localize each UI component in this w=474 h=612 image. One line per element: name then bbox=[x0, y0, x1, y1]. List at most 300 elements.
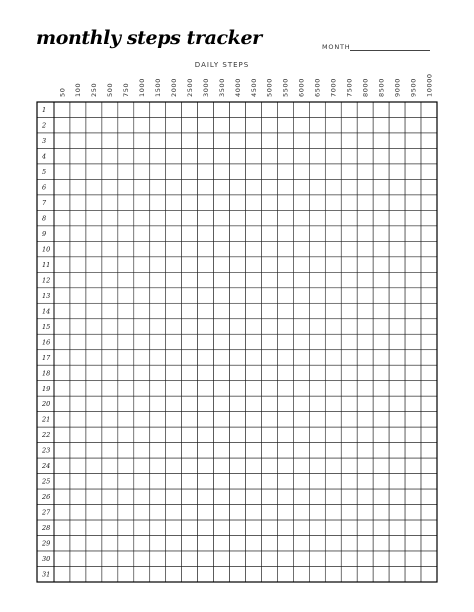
grid-cell[interactable] bbox=[102, 458, 118, 473]
grid-cell[interactable] bbox=[118, 505, 134, 520]
grid-cell[interactable] bbox=[102, 334, 118, 349]
grid-cell[interactable] bbox=[341, 148, 357, 163]
grid-cell[interactable] bbox=[421, 443, 437, 458]
grid-cell[interactable] bbox=[150, 536, 166, 551]
grid-cell[interactable] bbox=[389, 226, 405, 241]
grid-cell[interactable] bbox=[373, 334, 389, 349]
grid-cell[interactable] bbox=[389, 195, 405, 210]
grid-cell[interactable] bbox=[261, 505, 277, 520]
grid-cell[interactable] bbox=[70, 381, 86, 396]
grid-cell[interactable] bbox=[166, 489, 182, 504]
grid-cell[interactable] bbox=[405, 288, 421, 303]
grid-cell[interactable] bbox=[421, 102, 437, 117]
grid-cell[interactable] bbox=[150, 179, 166, 194]
grid-cell[interactable] bbox=[118, 210, 134, 225]
grid-cell[interactable] bbox=[118, 474, 134, 489]
grid-cell[interactable] bbox=[293, 288, 309, 303]
grid-cell[interactable] bbox=[325, 319, 341, 334]
grid-cell[interactable] bbox=[325, 505, 341, 520]
grid-cell[interactable] bbox=[389, 412, 405, 427]
grid-cell[interactable] bbox=[357, 505, 373, 520]
grid-cell[interactable] bbox=[341, 117, 357, 132]
grid-cell[interactable] bbox=[150, 102, 166, 117]
grid-cell[interactable] bbox=[373, 288, 389, 303]
grid-cell[interactable] bbox=[134, 334, 150, 349]
grid-cell[interactable] bbox=[309, 536, 325, 551]
grid-cell[interactable] bbox=[357, 427, 373, 442]
grid-cell[interactable] bbox=[357, 226, 373, 241]
grid-cell[interactable] bbox=[54, 551, 70, 566]
grid-cell[interactable] bbox=[182, 520, 198, 535]
grid-cell[interactable] bbox=[166, 350, 182, 365]
grid-cell[interactable] bbox=[261, 412, 277, 427]
grid-cell[interactable] bbox=[214, 489, 230, 504]
grid-cell[interactable] bbox=[389, 427, 405, 442]
grid-cell[interactable] bbox=[309, 195, 325, 210]
grid-cell[interactable] bbox=[309, 133, 325, 148]
grid-cell[interactable] bbox=[166, 319, 182, 334]
grid-cell[interactable] bbox=[405, 226, 421, 241]
grid-cell[interactable] bbox=[134, 117, 150, 132]
grid-cell[interactable] bbox=[86, 536, 102, 551]
grid-cell[interactable] bbox=[309, 350, 325, 365]
grid-cell[interactable] bbox=[309, 164, 325, 179]
grid-cell[interactable] bbox=[54, 102, 70, 117]
grid-cell[interactable] bbox=[118, 365, 134, 380]
grid-cell[interactable] bbox=[293, 536, 309, 551]
grid-cell[interactable] bbox=[277, 350, 293, 365]
grid-cell[interactable] bbox=[421, 365, 437, 380]
grid-cell[interactable] bbox=[182, 257, 198, 272]
grid-cell[interactable] bbox=[246, 179, 262, 194]
grid-cell[interactable] bbox=[325, 133, 341, 148]
grid-cell[interactable] bbox=[102, 443, 118, 458]
grid-cell[interactable] bbox=[341, 443, 357, 458]
grid-cell[interactable] bbox=[325, 179, 341, 194]
grid-cell[interactable] bbox=[293, 117, 309, 132]
grid-cell[interactable] bbox=[389, 133, 405, 148]
grid-cell[interactable] bbox=[277, 334, 293, 349]
grid-cell[interactable] bbox=[214, 551, 230, 566]
grid-cell[interactable] bbox=[198, 505, 214, 520]
grid-cell[interactable] bbox=[293, 319, 309, 334]
grid-cell[interactable] bbox=[341, 319, 357, 334]
grid-cell[interactable] bbox=[166, 365, 182, 380]
grid-cell[interactable] bbox=[357, 350, 373, 365]
grid-cell[interactable] bbox=[102, 427, 118, 442]
grid-cell[interactable] bbox=[70, 536, 86, 551]
grid-cell[interactable] bbox=[150, 381, 166, 396]
grid-cell[interactable] bbox=[341, 164, 357, 179]
grid-cell[interactable] bbox=[54, 412, 70, 427]
grid-cell[interactable] bbox=[102, 551, 118, 566]
grid-cell[interactable] bbox=[309, 365, 325, 380]
grid-cell[interactable] bbox=[421, 148, 437, 163]
grid-cell[interactable] bbox=[246, 412, 262, 427]
grid-cell[interactable] bbox=[118, 272, 134, 287]
grid-cell[interactable] bbox=[246, 567, 262, 582]
grid-cell[interactable] bbox=[373, 133, 389, 148]
grid-cell[interactable] bbox=[102, 164, 118, 179]
grid-cell[interactable] bbox=[150, 520, 166, 535]
grid-cell[interactable] bbox=[166, 257, 182, 272]
grid-cell[interactable] bbox=[198, 396, 214, 411]
grid-cell[interactable] bbox=[261, 164, 277, 179]
grid-cell[interactable] bbox=[293, 412, 309, 427]
grid-cell[interactable] bbox=[325, 195, 341, 210]
grid-cell[interactable] bbox=[214, 396, 230, 411]
grid-cell[interactable] bbox=[102, 303, 118, 318]
grid-cell[interactable] bbox=[405, 412, 421, 427]
grid-cell[interactable] bbox=[182, 210, 198, 225]
grid-cell[interactable] bbox=[309, 148, 325, 163]
grid-cell[interactable] bbox=[293, 210, 309, 225]
grid-cell[interactable] bbox=[230, 489, 246, 504]
grid-cell[interactable] bbox=[277, 303, 293, 318]
grid-cell[interactable] bbox=[118, 412, 134, 427]
grid-cell[interactable] bbox=[325, 303, 341, 318]
grid-cell[interactable] bbox=[182, 567, 198, 582]
grid-cell[interactable] bbox=[246, 319, 262, 334]
grid-cell[interactable] bbox=[86, 489, 102, 504]
grid-cell[interactable] bbox=[86, 179, 102, 194]
grid-cell[interactable] bbox=[102, 489, 118, 504]
grid-cell[interactable] bbox=[134, 489, 150, 504]
grid-cell[interactable] bbox=[277, 443, 293, 458]
grid-cell[interactable] bbox=[134, 396, 150, 411]
grid-cell[interactable] bbox=[293, 489, 309, 504]
grid-cell[interactable] bbox=[341, 350, 357, 365]
grid-cell[interactable] bbox=[182, 102, 198, 117]
grid-cell[interactable] bbox=[373, 257, 389, 272]
grid-cell[interactable] bbox=[373, 241, 389, 256]
grid-cell[interactable] bbox=[102, 102, 118, 117]
grid-cell[interactable] bbox=[309, 443, 325, 458]
grid-cell[interactable] bbox=[166, 241, 182, 256]
grid-cell[interactable] bbox=[421, 241, 437, 256]
grid-cell[interactable] bbox=[246, 474, 262, 489]
grid-cell[interactable] bbox=[421, 396, 437, 411]
grid-cell[interactable] bbox=[166, 505, 182, 520]
grid-cell[interactable] bbox=[70, 350, 86, 365]
grid-cell[interactable] bbox=[182, 551, 198, 566]
grid-cell[interactable] bbox=[198, 381, 214, 396]
grid-cell[interactable] bbox=[102, 148, 118, 163]
grid-cell[interactable] bbox=[373, 536, 389, 551]
grid-cell[interactable] bbox=[86, 381, 102, 396]
grid-cell[interactable] bbox=[325, 443, 341, 458]
grid-cell[interactable] bbox=[134, 536, 150, 551]
grid-cell[interactable] bbox=[246, 133, 262, 148]
grid-cell[interactable] bbox=[277, 195, 293, 210]
grid-cell[interactable] bbox=[405, 381, 421, 396]
grid-cell[interactable] bbox=[134, 195, 150, 210]
grid-cell[interactable] bbox=[118, 443, 134, 458]
grid-cell[interactable] bbox=[405, 133, 421, 148]
grid-cell[interactable] bbox=[230, 443, 246, 458]
grid-cell[interactable] bbox=[230, 474, 246, 489]
grid-cell[interactable] bbox=[246, 350, 262, 365]
grid-cell[interactable] bbox=[421, 164, 437, 179]
grid-cell[interactable] bbox=[214, 133, 230, 148]
grid-cell[interactable] bbox=[261, 102, 277, 117]
grid-cell[interactable] bbox=[102, 567, 118, 582]
grid-cell[interactable] bbox=[118, 303, 134, 318]
grid-cell[interactable] bbox=[118, 241, 134, 256]
grid-cell[interactable] bbox=[261, 350, 277, 365]
grid-cell[interactable] bbox=[293, 427, 309, 442]
grid-cell[interactable] bbox=[102, 412, 118, 427]
grid-cell[interactable] bbox=[261, 520, 277, 535]
grid-cell[interactable] bbox=[86, 474, 102, 489]
grid-cell[interactable] bbox=[166, 520, 182, 535]
grid-cell[interactable] bbox=[373, 117, 389, 132]
grid-cell[interactable] bbox=[70, 505, 86, 520]
grid-cell[interactable] bbox=[86, 520, 102, 535]
grid-cell[interactable] bbox=[405, 303, 421, 318]
grid-cell[interactable] bbox=[214, 257, 230, 272]
grid-cell[interactable] bbox=[54, 474, 70, 489]
grid-cell[interactable] bbox=[293, 396, 309, 411]
grid-cell[interactable] bbox=[198, 241, 214, 256]
grid-cell[interactable] bbox=[134, 458, 150, 473]
grid-cell[interactable] bbox=[198, 195, 214, 210]
grid-cell[interactable] bbox=[389, 179, 405, 194]
grid-cell[interactable] bbox=[277, 458, 293, 473]
grid-cell[interactable] bbox=[54, 319, 70, 334]
grid-cell[interactable] bbox=[150, 133, 166, 148]
grid-cell[interactable] bbox=[230, 148, 246, 163]
grid-cell[interactable] bbox=[309, 303, 325, 318]
grid-cell[interactable] bbox=[277, 412, 293, 427]
grid-cell[interactable] bbox=[86, 272, 102, 287]
grid-cell[interactable] bbox=[405, 241, 421, 256]
grid-cell[interactable] bbox=[373, 412, 389, 427]
grid-cell[interactable] bbox=[102, 365, 118, 380]
grid-cell[interactable] bbox=[341, 334, 357, 349]
grid-cell[interactable] bbox=[86, 195, 102, 210]
grid-cell[interactable] bbox=[54, 272, 70, 287]
grid-cell[interactable] bbox=[198, 458, 214, 473]
grid-cell[interactable] bbox=[389, 210, 405, 225]
grid-cell[interactable] bbox=[293, 133, 309, 148]
grid-cell[interactable] bbox=[118, 381, 134, 396]
grid-cell[interactable] bbox=[373, 520, 389, 535]
grid-cell[interactable] bbox=[309, 117, 325, 132]
grid-cell[interactable] bbox=[421, 536, 437, 551]
grid-cell[interactable] bbox=[421, 489, 437, 504]
grid-cell[interactable] bbox=[198, 210, 214, 225]
grid-cell[interactable] bbox=[246, 551, 262, 566]
grid-cell[interactable] bbox=[246, 226, 262, 241]
grid-cell[interactable] bbox=[214, 148, 230, 163]
grid-cell[interactable] bbox=[182, 288, 198, 303]
grid-cell[interactable] bbox=[70, 226, 86, 241]
grid-cell[interactable] bbox=[357, 319, 373, 334]
grid-cell[interactable] bbox=[405, 164, 421, 179]
grid-cell[interactable] bbox=[102, 520, 118, 535]
grid-cell[interactable] bbox=[166, 179, 182, 194]
grid-cell[interactable] bbox=[134, 567, 150, 582]
grid-cell[interactable] bbox=[325, 551, 341, 566]
grid-cell[interactable] bbox=[309, 427, 325, 442]
grid-cell[interactable] bbox=[150, 334, 166, 349]
grid-cell[interactable] bbox=[230, 551, 246, 566]
grid-cell[interactable] bbox=[373, 319, 389, 334]
grid-cell[interactable] bbox=[373, 164, 389, 179]
grid-cell[interactable] bbox=[102, 272, 118, 287]
grid-cell[interactable] bbox=[118, 102, 134, 117]
grid-cell[interactable] bbox=[277, 210, 293, 225]
grid-cell[interactable] bbox=[214, 520, 230, 535]
grid-cell[interactable] bbox=[150, 117, 166, 132]
grid-cell[interactable] bbox=[246, 288, 262, 303]
grid-cell[interactable] bbox=[293, 350, 309, 365]
grid-cell[interactable] bbox=[277, 381, 293, 396]
grid-cell[interactable] bbox=[405, 551, 421, 566]
grid-cell[interactable] bbox=[261, 334, 277, 349]
grid-cell[interactable] bbox=[70, 334, 86, 349]
grid-cell[interactable] bbox=[166, 412, 182, 427]
grid-cell[interactable] bbox=[277, 319, 293, 334]
grid-cell[interactable] bbox=[70, 210, 86, 225]
grid-cell[interactable] bbox=[373, 179, 389, 194]
grid-cell[interactable] bbox=[405, 520, 421, 535]
grid-cell[interactable] bbox=[150, 226, 166, 241]
grid-cell[interactable] bbox=[134, 505, 150, 520]
grid-cell[interactable] bbox=[70, 164, 86, 179]
grid-cell[interactable] bbox=[277, 179, 293, 194]
grid-cell[interactable] bbox=[54, 396, 70, 411]
grid-cell[interactable] bbox=[373, 489, 389, 504]
grid-cell[interactable] bbox=[230, 102, 246, 117]
grid-cell[interactable] bbox=[54, 288, 70, 303]
grid-cell[interactable] bbox=[214, 303, 230, 318]
grid-cell[interactable] bbox=[357, 412, 373, 427]
grid-cell[interactable] bbox=[357, 164, 373, 179]
grid-cell[interactable] bbox=[389, 505, 405, 520]
grid-cell[interactable] bbox=[261, 489, 277, 504]
grid-cell[interactable] bbox=[277, 241, 293, 256]
grid-cell[interactable] bbox=[54, 443, 70, 458]
grid-cell[interactable] bbox=[150, 412, 166, 427]
grid-cell[interactable] bbox=[150, 288, 166, 303]
grid-cell[interactable] bbox=[373, 272, 389, 287]
grid-cell[interactable] bbox=[357, 334, 373, 349]
grid-cell[interactable] bbox=[150, 396, 166, 411]
grid-cell[interactable] bbox=[341, 567, 357, 582]
grid-cell[interactable] bbox=[54, 179, 70, 194]
grid-cell[interactable] bbox=[102, 257, 118, 272]
grid-cell[interactable] bbox=[118, 195, 134, 210]
grid-cell[interactable] bbox=[70, 272, 86, 287]
grid-cell[interactable] bbox=[357, 458, 373, 473]
grid-cell[interactable] bbox=[309, 520, 325, 535]
grid-cell[interactable] bbox=[325, 474, 341, 489]
grid-cell[interactable] bbox=[150, 319, 166, 334]
grid-cell[interactable] bbox=[150, 427, 166, 442]
grid-cell[interactable] bbox=[54, 350, 70, 365]
grid-cell[interactable] bbox=[389, 381, 405, 396]
grid-cell[interactable] bbox=[198, 288, 214, 303]
grid-cell[interactable] bbox=[230, 288, 246, 303]
grid-cell[interactable] bbox=[357, 210, 373, 225]
grid-cell[interactable] bbox=[182, 133, 198, 148]
grid-cell[interactable] bbox=[230, 210, 246, 225]
grid-cell[interactable] bbox=[293, 303, 309, 318]
grid-cell[interactable] bbox=[309, 505, 325, 520]
grid-cell[interactable] bbox=[325, 567, 341, 582]
grid-cell[interactable] bbox=[325, 381, 341, 396]
grid-cell[interactable] bbox=[214, 334, 230, 349]
grid-cell[interactable] bbox=[214, 536, 230, 551]
grid-cell[interactable] bbox=[102, 474, 118, 489]
grid-cell[interactable] bbox=[325, 210, 341, 225]
grid-cell[interactable] bbox=[357, 257, 373, 272]
grid-cell[interactable] bbox=[214, 195, 230, 210]
grid-cell[interactable] bbox=[293, 241, 309, 256]
grid-cell[interactable] bbox=[246, 148, 262, 163]
grid-cell[interactable] bbox=[166, 102, 182, 117]
grid-cell[interactable] bbox=[261, 210, 277, 225]
grid-cell[interactable] bbox=[293, 381, 309, 396]
grid-cell[interactable] bbox=[341, 489, 357, 504]
grid-cell[interactable] bbox=[70, 257, 86, 272]
grid-cell[interactable] bbox=[325, 117, 341, 132]
grid-cell[interactable] bbox=[102, 536, 118, 551]
grid-cell[interactable] bbox=[86, 350, 102, 365]
grid-cell[interactable] bbox=[421, 210, 437, 225]
grid-cell[interactable] bbox=[182, 350, 198, 365]
grid-cell[interactable] bbox=[166, 458, 182, 473]
grid-cell[interactable] bbox=[150, 241, 166, 256]
grid-cell[interactable] bbox=[389, 148, 405, 163]
grid-cell[interactable] bbox=[421, 567, 437, 582]
grid-cell[interactable] bbox=[293, 365, 309, 380]
grid-cell[interactable] bbox=[214, 381, 230, 396]
grid-cell[interactable] bbox=[214, 288, 230, 303]
grid-cell[interactable] bbox=[230, 365, 246, 380]
grid-cell[interactable] bbox=[357, 520, 373, 535]
grid-cell[interactable] bbox=[150, 551, 166, 566]
grid-cell[interactable] bbox=[421, 520, 437, 535]
grid-cell[interactable] bbox=[182, 179, 198, 194]
grid-cell[interactable] bbox=[277, 474, 293, 489]
grid-cell[interactable] bbox=[214, 179, 230, 194]
grid-cell[interactable] bbox=[277, 164, 293, 179]
grid-cell[interactable] bbox=[421, 179, 437, 194]
grid-cell[interactable] bbox=[246, 303, 262, 318]
grid-cell[interactable] bbox=[230, 381, 246, 396]
grid-cell[interactable] bbox=[421, 505, 437, 520]
grid-cell[interactable] bbox=[293, 102, 309, 117]
grid-cell[interactable] bbox=[373, 458, 389, 473]
grid-cell[interactable] bbox=[134, 148, 150, 163]
grid-cell[interactable] bbox=[118, 551, 134, 566]
grid-cell[interactable] bbox=[261, 226, 277, 241]
grid-cell[interactable] bbox=[246, 427, 262, 442]
grid-cell[interactable] bbox=[86, 443, 102, 458]
grid-cell[interactable] bbox=[341, 210, 357, 225]
grid-cell[interactable] bbox=[325, 241, 341, 256]
grid-cell[interactable] bbox=[134, 241, 150, 256]
grid-cell[interactable] bbox=[70, 133, 86, 148]
grid-cell[interactable] bbox=[86, 102, 102, 117]
grid-cell[interactable] bbox=[277, 148, 293, 163]
grid-cell[interactable] bbox=[118, 520, 134, 535]
grid-cell[interactable] bbox=[405, 334, 421, 349]
grid-cell[interactable] bbox=[182, 458, 198, 473]
